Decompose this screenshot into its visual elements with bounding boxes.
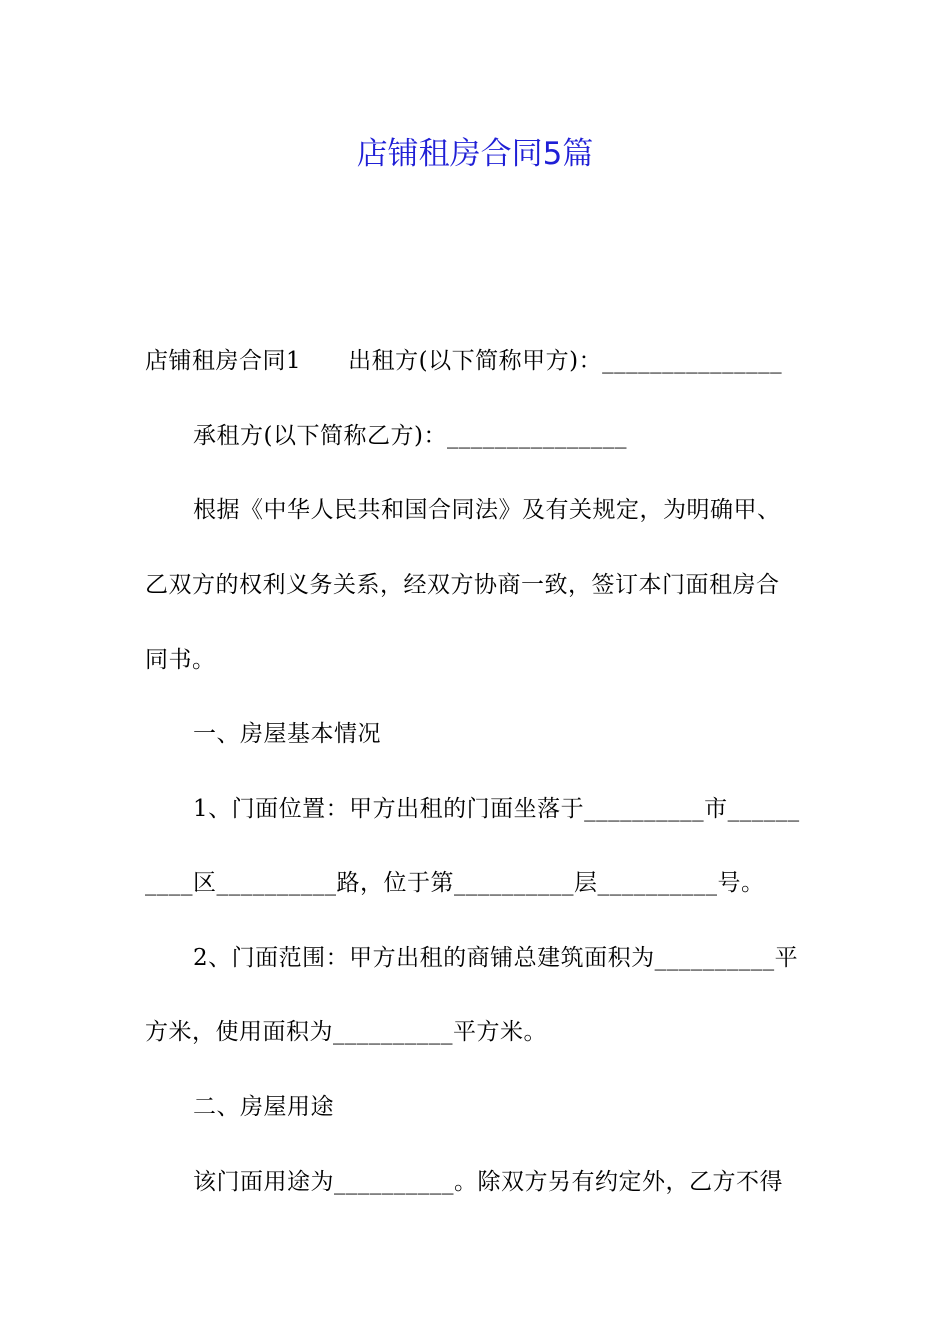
document-title: 店铺租房合同5篇 bbox=[356, 136, 594, 172]
paragraph-line: 根据《中华人民共和国合同法》及有关规定，为明确甲、 bbox=[193, 497, 781, 523]
paragraph-line: 该门面用途为__________。除双方另有约定外，乙方不得 bbox=[193, 1169, 783, 1195]
section-heading: 一、房屋基本情况 bbox=[193, 721, 381, 747]
paragraph-line: 同书。 bbox=[145, 647, 216, 673]
paragraph-line: 承租方(以下简称乙方)：_______________ bbox=[193, 423, 627, 449]
paragraph-line: ____区__________路，位于第__________层__________号。 bbox=[145, 870, 765, 896]
section-heading: 二、房屋用途 bbox=[193, 1094, 334, 1120]
paragraph-line: 乙双方的权利义务关系，经双方协商一致，签订本门面租房合 bbox=[145, 572, 780, 598]
paragraph-line: 2、门面范围：甲方出租的商铺总建筑面积为__________平 bbox=[193, 945, 799, 971]
paragraph-line: 方米，使用面积为__________平方米。 bbox=[145, 1019, 547, 1045]
paragraph-line: 1、门面位置：甲方出租的门面坐落于__________市______ bbox=[193, 796, 800, 822]
paragraph-line: 店铺租房合同1 出租方(以下简称甲方)：_______________ bbox=[145, 348, 783, 374]
